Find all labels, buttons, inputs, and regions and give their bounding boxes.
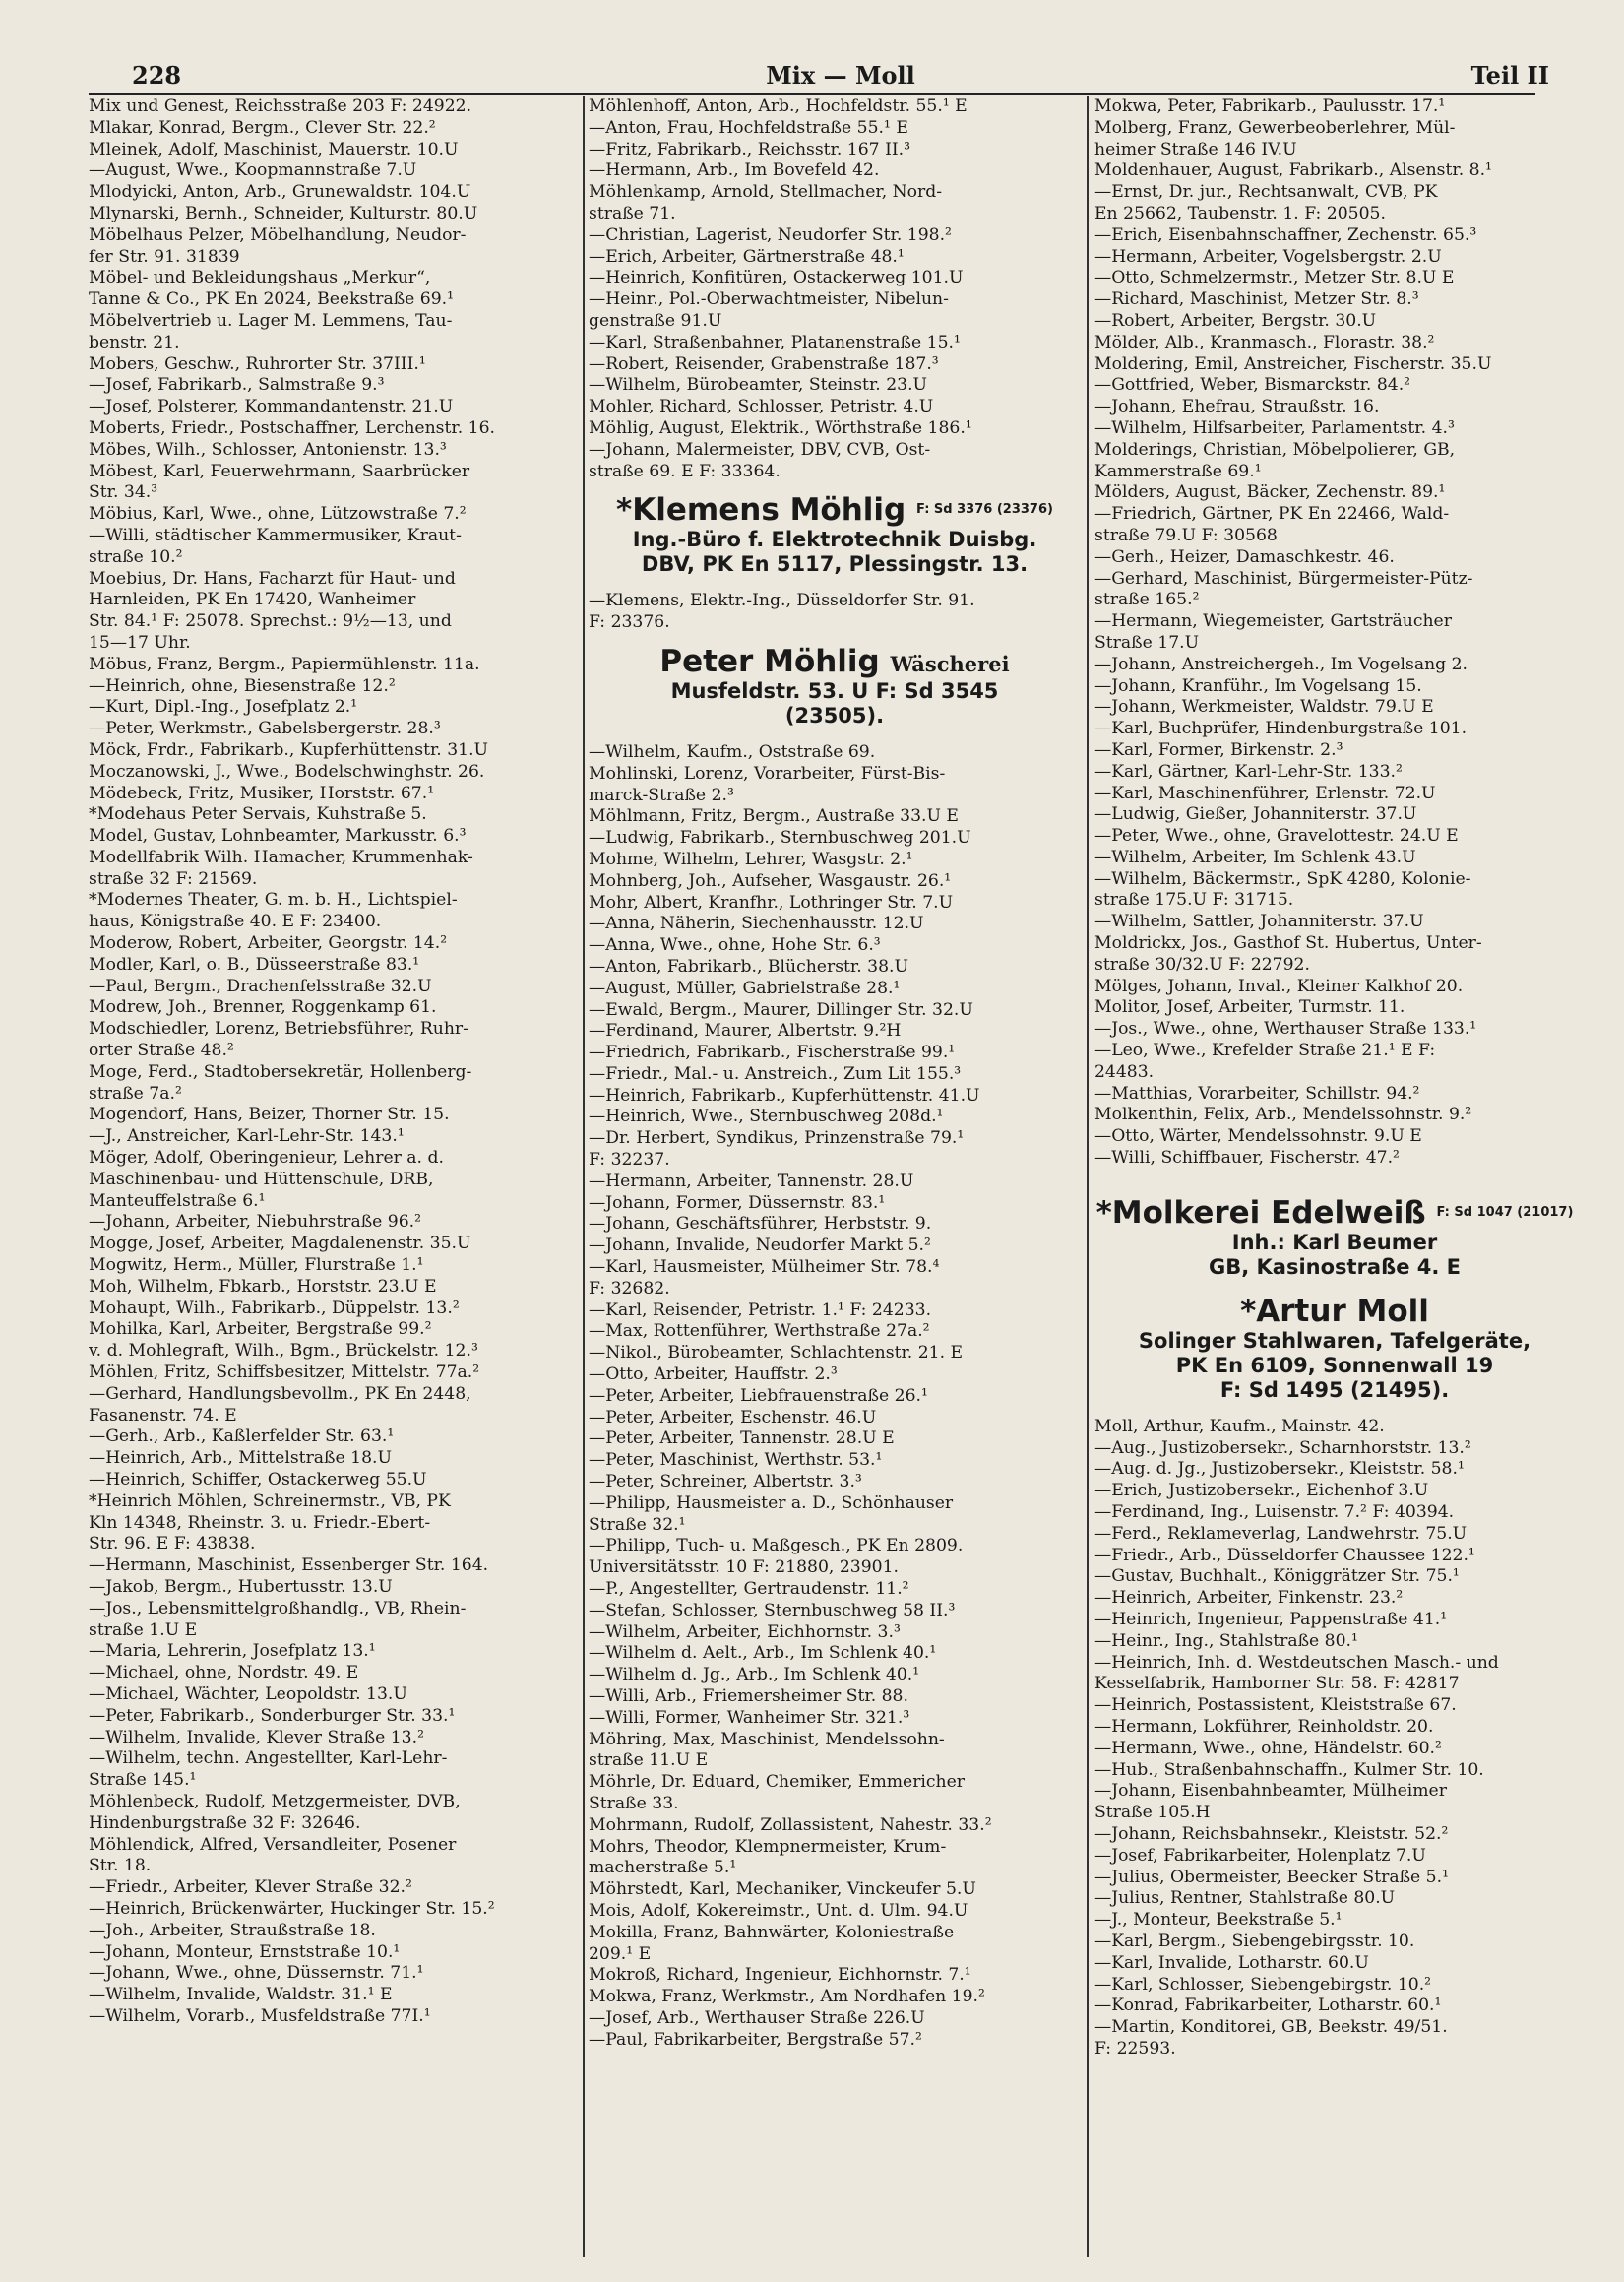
directory-entry: Kln 14348, Rheinstr. 3. u. Friedr.-Ebert- <box>89 1512 431 1533</box>
directory-entry: —Hermann, Lokführer, Reinholdstr. 20. <box>1094 1717 1434 1737</box>
directory-entry: —Michael, ohne, Nordstr. 49. E <box>89 1663 359 1683</box>
directory-entry: —Johann, Geschäftsführer, Herbststr. 9. <box>589 1214 932 1235</box>
directory-entry: Manteuffelstraße 6.¹ <box>89 1190 266 1211</box>
directory-entry: —Willi, städtischer Kammermusiker, Kraut- <box>89 525 462 545</box>
directory-entry: Molkenthin, Felix, Arb., Mendelssohnstr. 9.² <box>1094 1105 1472 1125</box>
directory-entry: 209.¹ E <box>589 1943 652 1964</box>
directory-entry: —Heinrich, Arb., Mittelstraße 18.U <box>89 1448 392 1469</box>
directory-entry: —Konrad, Fabrikarbeiter, Lotharstr. 60.¹ <box>1094 1996 1442 2016</box>
directory-entry: straße 69. E F: 33364. <box>589 461 781 481</box>
directory-entry: —Willi, Former, Wanheimer Str. 321.³ <box>589 1707 910 1728</box>
directory-entry: —Josef, Polsterer, Kommandantenstr. 21.U <box>89 397 454 417</box>
directory-entry: —Matthias, Vorarbeiter, Schillstr. 94.² <box>1094 1083 1420 1104</box>
column-2 <box>589 96 1081 2257</box>
directory-entry: fer Str. 91. 31839 <box>89 246 240 267</box>
directory-entry: —Friedr., Mal.- u. Anstreich., Zum Lit 155.³ <box>589 1063 962 1084</box>
page-title: Mix — Moll <box>766 61 915 90</box>
directory-entry: —Anton, Fabrikarb., Blücherstr. 38.U <box>589 956 908 977</box>
directory-entry: Moge, Ferd., Stadtobersekretär, Hollenberg- <box>89 1061 472 1082</box>
directory-entry: Straße 145.¹ <box>89 1770 197 1791</box>
directory-entry: Mois, Adolf, Kokereimstr., Unt. d. Ulm. 94.U <box>589 1900 968 1921</box>
directory-entry: —Gottfried, Weber, Bismarckstr. 84.² <box>1094 375 1411 396</box>
directory-entry: F: 22593. <box>1094 2038 1176 2059</box>
directory-entry: Mokilla, Franz, Bahnwärter, Koloniestraße <box>589 1922 955 1942</box>
ad-line: (23505). <box>784 703 885 728</box>
directory-entry: Mohler, Richard, Schlosser, Petristr. 4.U <box>589 397 934 417</box>
directory-entry: —Ewald, Bergm., Maurer, Dillinger Str. 32.U <box>589 999 973 1020</box>
directory-entry: Mlodyicki, Anton, Arb., Grunewaldstr. 104.U <box>89 182 471 203</box>
directory-entry: —Anton, Frau, Hochfeldstraße 55.¹ E <box>589 117 908 138</box>
directory-entry: Moczanowski, J., Wwe., Bodelschwinghstr. 26. <box>89 761 485 782</box>
directory-entry: —Aug., Justizobersekr., Scharnhorststr. 13.² <box>1094 1437 1471 1458</box>
entry-list <box>589 96 1081 482</box>
directory-entry: —Peter, Maschinist, Werthstr. 53.¹ <box>589 1450 883 1471</box>
directory-entry: —Richard, Maschinist, Metzer Str. 8.³ <box>1094 289 1419 310</box>
directory-entry: —Gerhard, Maschinist, Bürgermeister-Pütz- <box>1094 568 1473 589</box>
directory-entry: macherstraße 5.¹ <box>589 1858 737 1878</box>
directory-entry: —Joh., Arbeiter, Straußstraße 18. <box>89 1920 376 1940</box>
directory-entry: Möbelhaus Pelzer, Möbelhandlung, Neudor- <box>89 224 467 245</box>
directory-entry: —Hermann, Arb., Im Bovefeld 42. <box>589 160 880 181</box>
directory-entry: —Karl, Buchprüfer, Hindenburgstraße 101. <box>1094 719 1468 739</box>
directory-entry: Moldering, Emil, Anstreicher, Fischerstr. 35.U <box>1094 353 1492 374</box>
directory-entry: —Friedr., Arb., Düsseldorfer Chaussee 122.¹ <box>1094 1545 1475 1565</box>
directory-entry: Mogendorf, Hans, Beizer, Thorner Str. 15. <box>89 1105 450 1125</box>
directory-entry: Mölges, Johann, Inval., Kleiner Kalkhof 20. <box>1094 976 1464 996</box>
directory-entry: —J., Anstreicher, Karl-Lehr-Str. 143.¹ <box>89 1126 405 1147</box>
directory-entry: —Hermann, Arbeiter, Tannenstr. 28.U <box>589 1171 914 1191</box>
directory-entry: Möbius, Karl, Wwe., ohne, Lützowstraße 7.² <box>89 504 467 525</box>
directory-entry: straße 79.U F: 30568 <box>1094 525 1278 545</box>
directory-entry: —Jos., Lebensmittelgroßhandlg., VB, Rhein- <box>89 1598 467 1618</box>
advertisement-moehlig-waescherei <box>589 644 1081 729</box>
directory-entry: Molderings, Christian, Möbelpolierer, GB, <box>1094 439 1456 460</box>
directory-entry: —Heinr., Ing., Stahlstraße 80.¹ <box>1094 1630 1358 1651</box>
directory-entry: —Karl, Maschinenführer, Erlenstr. 72.U <box>1094 783 1436 803</box>
directory-entry: Möhlenbeck, Rudolf, Metzgermeister, DVB, <box>89 1791 461 1811</box>
directory-entry: —Peter, Arbeiter, Eschenstr. 46.U <box>589 1407 877 1427</box>
directory-entry: Mokroß, Richard, Ingenieur, Eichhornstr. 7.¹ <box>589 1965 971 1986</box>
directory-entry: —Heinrich, Konfitüren, Ostackerweg 101.U <box>589 268 964 288</box>
advertisement-molkerei-edelweiss <box>1094 1195 1575 1280</box>
directory-entry: Möhrstedt, Karl, Mechaniker, Vinckeufer 5.U <box>589 1879 976 1900</box>
ad-name-line <box>589 492 1081 528</box>
directory-entry: —Peter, Arbeiter, Tannenstr. 28.U E <box>589 1428 895 1449</box>
directory-entry: —Anna, Näherin, Siechenhausstr. 12.U <box>589 914 924 934</box>
directory-entry: Mohlinski, Lorenz, Vorarbeiter, Fürst-Bis- <box>589 763 946 784</box>
directory-entry: Modler, Karl, o. B., Düsseerstraße 83.¹ <box>89 954 420 975</box>
directory-entry: —August, Wwe., Koopmannstraße 7.U <box>89 160 417 181</box>
directory-entry: —Johann, Eisenbahnbeamter, Mülheimer <box>1094 1781 1447 1802</box>
entry-list <box>1094 1417 1575 2060</box>
directory-entry: —Gerh., Arb., Kaßlerfelder Str. 63.¹ <box>89 1426 395 1447</box>
directory-entry: Mix und Genest, Reichsstraße 203 F: 24922. <box>89 96 472 116</box>
directory-entry: Mohme, Wilhelm, Lehrer, Wasgstr. 2.¹ <box>589 849 913 869</box>
directory-entry: —Johann, Reichsbahnsekr., Kleiststr. 52.² <box>1094 1823 1449 1844</box>
directory-entry: Straße 105.H <box>1094 1803 1211 1823</box>
directory-entry: F: 32237. <box>589 1150 670 1171</box>
directory-entry: Modellfabrik Wilh. Hamacher, Krummenhak- <box>89 847 473 867</box>
directory-entry: —Josef, Fabrikarbeiter, Holenplatz 7.U <box>1094 1845 1426 1866</box>
directory-entry: —Wilhelm, Arbeiter, Im Schlenk 43.U <box>1094 847 1416 867</box>
directory-entry: —Wilhelm, Invalide, Waldstr. 31.¹ E <box>89 1985 393 2005</box>
entry-list <box>589 742 1081 2052</box>
directory-entry: Modrew, Joh., Brenner, Roggenkamp 61. <box>89 997 437 1018</box>
directory-entry: —Otto, Wärter, Mendelssohnstr. 9.U E <box>1094 1126 1422 1147</box>
column-1 <box>89 96 579 2257</box>
directory-entry: —Karl, Bergm., Siebengebirgsstr. 10. <box>1094 1931 1415 1951</box>
directory-entry: Str. 84.¹ F: 25078. Sprechst.: 9½—13, und <box>89 611 452 632</box>
directory-entry: —P., Angestellter, Gertraudenstr. 11.² <box>589 1579 909 1600</box>
directory-entry: benstr. 21. <box>89 332 180 352</box>
directory-entry: —Johann, Invalide, Neudorfer Markt 5.² <box>589 1236 931 1256</box>
column-divider <box>1087 96 1089 2257</box>
directory-entry: —Johann, Werkmeister, Waldstr. 79.U E <box>1094 697 1434 718</box>
directory-entry: —Dr. Herbert, Syndikus, Prinzenstraße 79.¹ <box>589 1128 965 1149</box>
directory-entry: —Heinrich, ohne, Biesenstraße 12.² <box>89 675 396 696</box>
directory-entry: haus, Königstraße 40. E F: 23400. <box>89 912 382 932</box>
directory-entry: —Gustav, Buchhalt., Königgrätzer Str. 75.¹ <box>1094 1566 1460 1587</box>
page-header <box>132 61 1549 96</box>
directory-entry: straße 32 F: 21569. <box>89 868 258 889</box>
directory-entry: —Josef, Fabrikarb., Salmstraße 9.³ <box>89 375 385 396</box>
directory-entry: Mödebeck, Fritz, Musiker, Horststr. 67.¹ <box>89 783 435 803</box>
directory-entry: Möbel- und Bekleidungshaus „Merkur“, <box>89 268 431 288</box>
directory-entry: genstraße 91.U <box>589 310 722 331</box>
directory-entry: Mölders, August, Bäcker, Zechenstr. 89.¹ <box>1094 482 1446 503</box>
directory-entry: —Johann, Arbeiter, Niebuhrstraße 96.² <box>89 1212 422 1233</box>
directory-entry: —Peter, Fabrikarb., Sonderburger Str. 33.¹ <box>89 1705 456 1726</box>
ad-line: DBV, PK En 5117, Plessingstr. 13. <box>641 552 1029 577</box>
directory-entry: —J., Monteur, Beekstraße 5.¹ <box>1094 1910 1343 1931</box>
directory-entry: —Johann, Kranführ., Im Vogelsang 15. <box>1094 675 1422 696</box>
column-divider <box>583 96 585 2257</box>
directory-entry: Mohrs, Theodor, Klempnermeister, Krum- <box>589 1836 947 1857</box>
directory-entry: —Nikol., Bürobeamter, Schlachtenstr. 21. E <box>589 1343 964 1363</box>
directory-entry: —Wilhelm, techn. Angestellter, Karl-Lehr- <box>89 1748 448 1769</box>
directory-entry: —Karl, Reisender, Petristr. 1.¹ F: 24233. <box>589 1299 932 1320</box>
directory-entry: Straße 17.U <box>1094 632 1200 653</box>
directory-entry: Mogge, Josef, Arbeiter, Magdalenenstr. 35.U <box>89 1234 471 1254</box>
ad-line: Ing.-Büro f. Elektrotechnik Duisbg. <box>632 528 1037 552</box>
directory-entry: Mokwa, Peter, Fabrikarb., Paulusstr. 17.¹ <box>1094 96 1446 116</box>
directory-entry: —Philipp, Hausmeister a. D., Schönhauser <box>589 1492 954 1513</box>
directory-entry: —Johann, Ehefrau, Straußstr. 16. <box>1094 397 1380 417</box>
directory-entry: Mlakar, Konrad, Bergm., Clever Str. 22.² <box>89 117 436 138</box>
directory-entry: Moebius, Dr. Hans, Facharzt für Haut- und <box>89 568 456 589</box>
directory-entry: —Peter, Arbeiter, Liebfrauenstraße 26.¹ <box>589 1385 928 1406</box>
directory-entry: Molitor, Josef, Arbeiter, Turmstr. 11. <box>1094 997 1405 1018</box>
page-part: Teil II <box>1470 61 1549 90</box>
directory-entry: —Klemens, Elektr.-Ing., Düsseldorfer Str. 91. <box>589 591 975 611</box>
directory-entry: —Willi, Schiffbauer, Fischerstr. 47.² <box>1094 1148 1400 1169</box>
directory-entry: Moldenhauer, August, Fabrikarb., Alsenstr. 8.¹ <box>1094 160 1492 181</box>
directory-entry: v. d. Mohlegraft, Wilh., Bgm., Brückelstr. 12.³ <box>89 1341 478 1362</box>
directory-entry: straße 7a.² <box>89 1083 182 1104</box>
directory-entry: straße 11.U E <box>589 1750 709 1771</box>
directory-entry: —Ferdinand, Ing., Luisenstr. 7.² F: 40394. <box>1094 1502 1455 1523</box>
directory-entry: Möhring, Max, Maschinist, Mendelssohn- <box>589 1729 945 1749</box>
directory-entry: Tanne & Co., PK En 2024, Beekstraße 69.¹ <box>89 289 455 310</box>
directory-entry: —Hermann, Wwe., ohne, Händelstr. 60.² <box>1094 1738 1442 1758</box>
directory-entry: Mleinek, Adolf, Maschinist, Mauerstr. 10.U <box>89 139 459 159</box>
directory-entry: —Heinrich, Ingenieur, Pappenstraße 41.¹ <box>1094 1610 1448 1630</box>
ad-name: *Molkerei Edelweiß <box>1095 1194 1426 1231</box>
directory-entry: Möhrle, Dr. Eduard, Chemiker, Emmericher <box>589 1772 966 1793</box>
directory-entry: straße 175.U F: 31715. <box>1094 890 1294 911</box>
directory-entry: Möbus, Franz, Bergm., Papiermühlenstr. 11a. <box>89 654 480 674</box>
directory-entry: Mokwa, Franz, Werkmstr., Am Nordhafen 19.² <box>589 1987 985 2007</box>
directory-entry: —Heinrich, Brückenwärter, Huckinger Str. 15.² <box>89 1898 495 1919</box>
directory-entry: Moll, Arthur, Kaufm., Mainstr. 42. <box>1094 1416 1385 1436</box>
directory-entry: —Josef, Arb., Werthauser Straße 226.U <box>589 2007 925 2028</box>
ad-line: Inh.: Karl Beumer <box>1231 1230 1438 1254</box>
directory-entry: En 25662, Taubenstr. 1. F: 20505. <box>1094 203 1386 223</box>
directory-entry: straße 10.² <box>89 546 183 567</box>
directory-entry: Mlynarski, Bernh., Schneider, Kulturstr. 80.U <box>89 203 478 223</box>
directory-entry: Möhlig, August, Elektrik., Wörthstraße 186.¹ <box>589 417 972 438</box>
directory-entry: Möhlen, Fritz, Schiffsbesitzer, Mittelstr. 77a.² <box>89 1363 480 1383</box>
directory-entry: —Heinrich, Postassistent, Kleiststraße 67. <box>1094 1695 1457 1716</box>
column-3 <box>1094 96 1575 2257</box>
directory-entry: Kesselfabrik, Hamborner Str. 58. F: 42817 <box>1094 1674 1460 1694</box>
directory-entry: Möbest, Karl, Feuerwehrmann, Saarbrücker <box>89 461 470 481</box>
directory-entry: Moderow, Robert, Arbeiter, Georgstr. 14.² <box>89 933 448 954</box>
directory-entry: —Wilhelm d. Aelt., Arb., Im Schlenk 40.¹ <box>589 1643 937 1664</box>
advertisement-artur-moll <box>1094 1294 1575 1403</box>
ad-line: Solinger Stahlwaren, Tafelgeräte, <box>1138 1328 1531 1353</box>
ad-line: PK En 6109, Sonnenwall 19 <box>1175 1353 1494 1377</box>
directory-entry: —August, Müller, Gabrielstraße 28.¹ <box>589 978 901 998</box>
directory-entry: F: 23376. <box>589 612 670 633</box>
directory-entry: —Wilhelm d. Jg., Arb., Im Schlenk 40.¹ <box>589 1665 920 1685</box>
directory-entry: orter Straße 48.² <box>89 1041 234 1061</box>
ad-tag: Wäscherei <box>890 651 1010 676</box>
directory-entry: —Maria, Lehrerin, Josefplatz 13.¹ <box>89 1641 376 1662</box>
directory-entry: Möhlenhoff, Anton, Arb., Hochfeldstr. 55.¹ E <box>589 96 968 116</box>
directory-entry: —Christian, Lagerist, Neudorfer Str. 198.² <box>589 224 952 245</box>
directory-entry: Möhlmann, Fritz, Bergm., Austraße 33.U E <box>589 806 959 827</box>
directory-entry: —Robert, Reisender, Grabenstraße 187.³ <box>589 353 939 374</box>
directory-entry: F: 32682. <box>589 1278 670 1299</box>
directory-entry: —Karl, Straßenbahner, Platanenstraße 15.¹ <box>589 332 961 352</box>
directory-entry: Mobers, Geschw., Ruhrorter Str. 37III.¹ <box>89 353 426 374</box>
ad-phone: F: Sd 1047 (21017) <box>1436 1204 1574 1220</box>
directory-entry: Moldrickx, Jos., Gasthof St. Hubertus, Unter- <box>1094 933 1482 954</box>
directory-entry: Mohnberg, Joh., Aufseher, Wasgaustr. 26.¹ <box>589 870 952 891</box>
entry-list <box>89 96 579 2028</box>
advertisement-moehlig-elektro <box>589 492 1081 577</box>
directory-entry: Mohaupt, Wilh., Fabrikarb., Düppelstr. 13.² <box>89 1298 460 1318</box>
directory-entry: Möbelvertrieb u. Lager M. Lemmens, Tau- <box>89 310 453 331</box>
directory-entry: —Johann, Wwe., ohne, Düssernstr. 71.¹ <box>89 1963 424 1984</box>
directory-entry: Kammerstraße 69.¹ <box>1094 461 1262 481</box>
directory-entry: —Heinrich, Arbeiter, Finkenstr. 23.² <box>1094 1588 1404 1609</box>
header-rule <box>89 93 1535 95</box>
directory-entry: —Julius, Rentner, Stahlstraße 80.U <box>1094 1888 1396 1909</box>
directory-entry: straße 1.U E <box>89 1619 198 1640</box>
directory-entry: —Julius, Obermeister, Beecker Straße 5.¹ <box>1094 1867 1449 1887</box>
directory-entry: —Hermann, Wiegemeister, Gartsträucher <box>1094 611 1452 632</box>
directory-entry: 15—17 Uhr. <box>89 632 191 653</box>
directory-entry: —Ferdinand, Maurer, Albertstr. 9.²H <box>589 1021 902 1042</box>
directory-entry: —Erich, Eisenbahnschaffner, Zechenstr. 65.³ <box>1094 224 1477 245</box>
ad-line: F: Sd 1495 (21495). <box>1219 1377 1450 1402</box>
directory-entry: Möck, Frdr., Fabrikarb., Kupferhüttenstr. 31.U <box>89 739 489 760</box>
ad-name-line <box>589 644 1081 679</box>
directory-entry: Model, Gustav, Lohnbeamter, Markusstr. 6.³ <box>89 826 467 847</box>
entry-list <box>589 591 1081 634</box>
directory-entry: Straße 32.¹ <box>589 1514 686 1535</box>
directory-entry: —Fritz, Fabrikarb., Reichsstr. 167 II.³ <box>589 139 911 159</box>
directory-entry: —Wilhelm, Arbeiter, Eichhornstr. 3.³ <box>589 1621 901 1642</box>
directory-entry: Mohilka, Karl, Arbeiter, Bergstraße 99.² <box>89 1319 432 1340</box>
directory-entry: Fasanenstr. 74. E <box>89 1405 237 1426</box>
directory-entry: Mohrmann, Rudolf, Zollassistent, Nahestr. 33.² <box>589 1814 992 1835</box>
directory-entry: Möhlendick, Alfred, Versandleiter, Posener <box>89 1834 457 1855</box>
directory-entry: Möger, Adolf, Oberingenieur, Lehrer a. d. <box>89 1148 444 1169</box>
directory-entry: Mölder, Alb., Kranmasch., Florastr. 38.² <box>1094 332 1435 352</box>
directory-entry: —Jakob, Bergm., Hubertusstr. 13.U <box>89 1576 393 1597</box>
directory-entry: —Stefan, Schlosser, Sternbuschweg 58 II.³ <box>589 1600 956 1620</box>
directory-entry: —Paul, Bergm., Drachenfelsstraße 32.U <box>89 976 432 996</box>
directory-entry: —Friedrich, Fabrikarb., Fischerstraße 99.¹ <box>589 1043 956 1063</box>
directory-entry: —Ludwig, Gießer, Johanniterstr. 37.U <box>1094 804 1417 825</box>
directory-entry: —Heinrich, Schiffer, Ostackerweg 55.U <box>89 1470 427 1490</box>
directory-entry: Möhlenkamp, Arnold, Stellmacher, Nord- <box>589 182 943 203</box>
directory-entry: —Friedrich, Gärtner, PK En 22466, Wald- <box>1094 504 1450 525</box>
directory-entry: —Wilhelm, Kaufm., Oststraße 69. <box>589 741 876 762</box>
directory-entry: —Kurt, Dipl.-Ing., Josefplatz 2.¹ <box>89 697 358 718</box>
directory-entry: —Aug. d. Jg., Justizobersekr., Kleiststr. 58.¹ <box>1094 1459 1465 1480</box>
directory-entry: Straße 33. <box>589 1793 679 1813</box>
directory-entry: —Karl, Hausmeister, Mülheimer Str. 78.⁴ <box>589 1257 940 1278</box>
ad-name: Peter Möhlig <box>659 643 880 679</box>
directory-entry: —Robert, Arbeiter, Bergstr. 30.U <box>1094 310 1377 331</box>
directory-entry: *Modernes Theater, G. m. b. H., Lichtspiel- <box>89 890 458 911</box>
directory-entry: *Heinrich Möhlen, Schreinermstr., VB, PK <box>89 1490 451 1511</box>
directory-entry: —Johann, Former, Düssernstr. 83.¹ <box>589 1192 886 1213</box>
directory-entry: Mogwitz, Herm., Müller, Flurstraße 1.¹ <box>89 1255 424 1276</box>
ad-name: *Klemens Möhlig <box>616 492 906 529</box>
directory-entry: —Hermann, Arbeiter, Vogelsbergstr. 2.U <box>1094 246 1442 267</box>
directory-entry: —Ernst, Dr. jur., Rechtsanwalt, CVB, PK <box>1094 182 1438 203</box>
directory-entry: —Heinr., Pol.-Oberwachtmeister, Nibelun- <box>589 289 949 310</box>
directory-entry: —Otto, Arbeiter, Hauffstr. 2.³ <box>589 1364 838 1385</box>
directory-entry: —Peter, Wwe., ohne, Gravelottestr. 24.U E <box>1094 826 1459 847</box>
directory-entry: Str. 18. <box>89 1856 152 1876</box>
directory-entry: *Modehaus Peter Servais, Kuhstraße 5. <box>89 804 427 825</box>
entry-list <box>1094 96 1575 1170</box>
directory-entry: —Gerh., Heizer, Damaschkestr. 46. <box>1094 546 1395 567</box>
ad-name: *Artur Moll <box>1240 1293 1429 1329</box>
directory-entry: —Heinrich, Wwe., Sternbuschweg 208d.¹ <box>589 1107 944 1127</box>
directory-entry: —Peter, Werkmstr., Gabelsbergerstr. 28.³ <box>89 719 441 739</box>
directory-entry: 24483. <box>1094 1061 1155 1082</box>
directory-entry: —Johann, Malermeister, DBV, CVB, Ost- <box>589 439 931 460</box>
directory-entry: —Friedr., Arbeiter, Klever Straße 32.² <box>89 1877 412 1898</box>
directory-entry: straße 165.² <box>1094 590 1200 610</box>
directory-entry: Modschiedler, Lorenz, Betriebsführer, Ruhr- <box>89 1019 468 1040</box>
directory-entry: —Heinrich, Fabrikarb., Kupferhüttenstr. 41.U <box>589 1085 980 1106</box>
directory-entry: —Wilhelm, Invalide, Klever Straße 13.² <box>89 1727 424 1747</box>
directory-entry: —Martin, Konditorei, GB, Beekstr. 49/51. <box>1094 2017 1448 2038</box>
directory-entry: Moberts, Friedr., Postschaffner, Lerchenstr. 16. <box>89 417 495 438</box>
directory-entry: —Heinrich, Inh. d. Westdeutschen Masch.- und <box>1094 1652 1499 1673</box>
directory-entry: straße 71. <box>589 203 676 223</box>
directory-entry: heimer Straße 146 IV.U <box>1094 139 1297 159</box>
directory-entry: Universitätsstr. 10 F: 21880, 23901. <box>589 1557 899 1578</box>
directory-entry: —Karl, Invalide, Lotharstr. 60.U <box>1094 1952 1369 1973</box>
directory-entry: —Wilhelm, Hilfsarbeiter, Parlamentstr. 4.³ <box>1094 417 1455 438</box>
directory-entry: —Ludwig, Fabrikarb., Sternbuschweg 201.U <box>589 828 971 849</box>
directory-entry: —Erich, Justizobersekr., Eichenhof 3.U <box>1094 1481 1429 1501</box>
directory-entry: —Leo, Wwe., Krefelder Straße 21.¹ E F: <box>1094 1041 1436 1061</box>
ad-name-line <box>1094 1195 1575 1231</box>
directory-entry: —Philipp, Tuch- u. Maßgesch., PK En 2809. <box>589 1536 964 1556</box>
ad-line: GB, Kasinostraße 4. E <box>1208 1254 1462 1279</box>
ad-phone: F: Sd 3376 (23376) <box>916 502 1053 518</box>
directory-entry: —Peter, Schreiner, Albertstr. 3.³ <box>589 1472 862 1492</box>
directory-entry: —Max, Rottenführer, Werthstraße 27a.² <box>589 1321 930 1342</box>
directory-entry: Maschinenbau- und Hüttenschule, DRB, <box>89 1169 434 1189</box>
directory-entry: Str. 96. E F: 43838. <box>89 1534 256 1554</box>
directory-entry: Hindenburgstraße 32 F: 32646. <box>89 1812 361 1833</box>
directory-entry: —Gerhard, Handlungsbevollm., PK En 2448, <box>89 1383 471 1404</box>
directory-entry: —Karl, Gärtner, Karl-Lehr-Str. 133.² <box>1094 761 1403 782</box>
directory-entry: —Wilhelm, Sattler, Johanniterstr. 37.U <box>1094 912 1424 932</box>
directory-entry: —Hermann, Maschinist, Essenberger Str. 164. <box>89 1555 489 1576</box>
directory-entry: —Otto, Schmelzermstr., Metzer Str. 8.U E <box>1094 268 1455 288</box>
directory-entry: —Johann, Monteur, Ernststraße 10.¹ <box>89 1941 401 1962</box>
directory-entry: —Wilhelm, Vorarb., Musfeldstraße 77I.¹ <box>89 2005 431 2026</box>
directory-entry: —Erich, Arbeiter, Gärtnerstraße 48.¹ <box>589 246 905 267</box>
directory-entry: Harnleiden, PK En 17420, Wanheimer <box>89 590 416 610</box>
directory-entry: —Willi, Arb., Friemersheimer Str. 88. <box>589 1686 908 1706</box>
directory-entry: Molberg, Franz, Gewerbeoberlehrer, Mül- <box>1094 117 1456 138</box>
directory-entry: —Karl, Schlosser, Siebengebirgstr. 10.² <box>1094 1974 1432 1995</box>
directory-entry: —Wilhelm, Bürobeamter, Steinstr. 23.U <box>589 375 928 396</box>
directory-entry: —Hub., Straßenbahnschaffn., Kulmer Str. 10. <box>1094 1759 1484 1780</box>
directory-entry: —Jos., Wwe., ohne, Werthauser Straße 133.¹ <box>1094 1019 1477 1040</box>
directory-entry: —Ferd., Reklameverlag, Landwehrstr. 75.U <box>1094 1523 1468 1544</box>
directory-entry: straße 30/32.U F: 22792. <box>1094 954 1310 975</box>
directory-entry: —Paul, Fabrikarbeiter, Bergstraße 57.² <box>589 2029 922 2050</box>
directory-entry: marck-Straße 2.³ <box>589 785 734 805</box>
directory-entry: —Anna, Wwe., ohne, Hohe Str. 6.³ <box>589 935 881 956</box>
directory-entry: —Karl, Former, Birkenstr. 2.³ <box>1094 739 1343 760</box>
directory-entry: —Wilhelm, Bäckermstr., SpK 4280, Kolonie- <box>1094 868 1471 889</box>
directory-entry: Mohr, Albert, Kranfhr., Lothringer Str. 7.U <box>589 892 954 913</box>
page-number: 228 <box>132 61 182 90</box>
directory-entry: Str. 34.³ <box>89 482 158 503</box>
directory-entry: —Michael, Wächter, Leopoldstr. 13.U <box>89 1683 407 1704</box>
directory-entry: —Johann, Anstreichergeh., Im Vogelsang 2. <box>1094 654 1468 674</box>
ad-line: Musfeldstr. 53. U F: Sd 3545 <box>670 678 999 703</box>
directory-entry: Moh, Wilhelm, Fbkarb., Horststr. 23.U E <box>89 1276 437 1297</box>
directory-entry: Möbes, Wilh., Schlosser, Antonienstr. 13.³ <box>89 439 447 460</box>
